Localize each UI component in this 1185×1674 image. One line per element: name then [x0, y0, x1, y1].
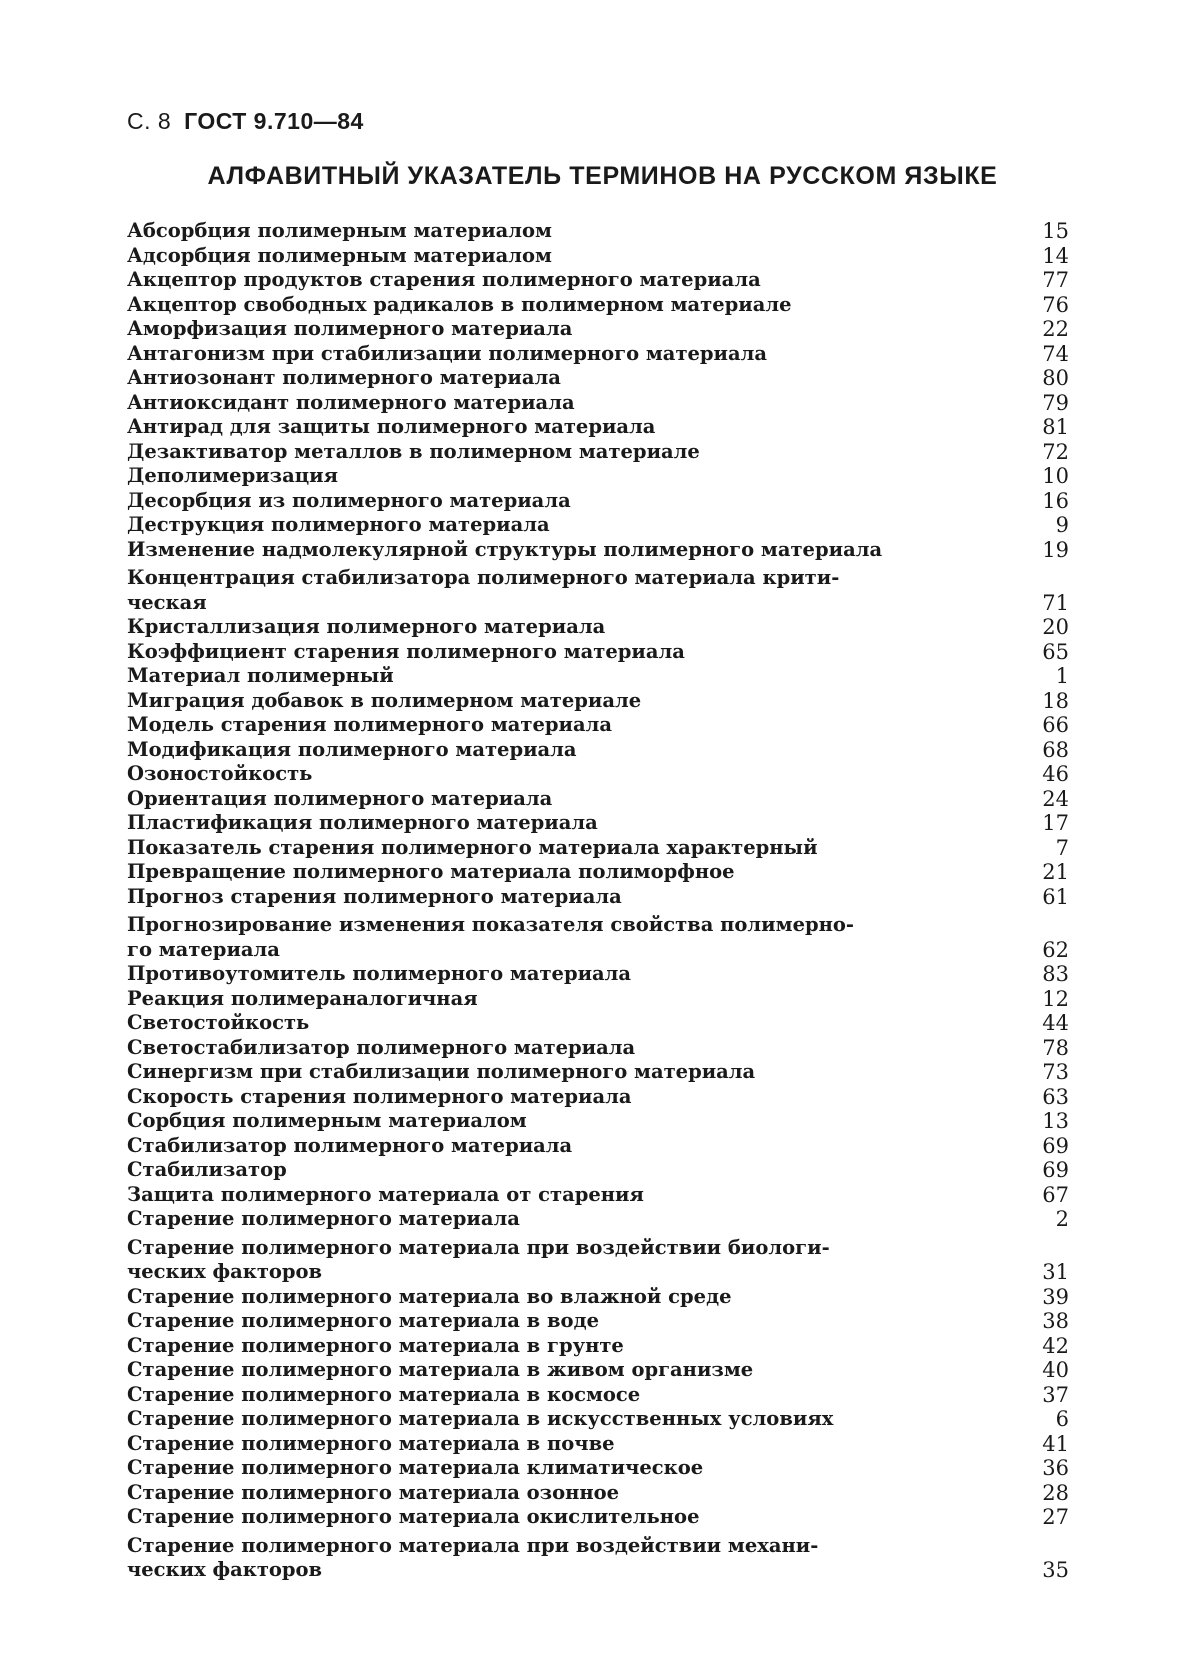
index-term: Стабилизатор полимерного материала — [127, 1133, 573, 1157]
index-term: Модель старения полимерного материала — [127, 713, 613, 736]
index-number: 36 — [1042, 1456, 1069, 1480]
index-term: Скорость старения полимерного материала — [127, 1084, 632, 1108]
index-term-continuation: го материала — [127, 937, 280, 961]
index-number: 22 — [1042, 317, 1069, 341]
index-entry — [127, 885, 1069, 910]
index-number: 76 — [1042, 292, 1069, 317]
index-entry — [127, 391, 1069, 416]
index-term: Синергизм при стабилизации полимерного материала — [127, 1060, 756, 1083]
index-entry — [127, 1207, 1069, 1232]
index-entry — [127, 1236, 1069, 1285]
index-entry — [127, 464, 1069, 489]
index-entry — [127, 1158, 1069, 1183]
index-number: 28 — [1042, 1480, 1069, 1505]
index-term-continuation: ческих факторов — [127, 1260, 323, 1283]
index-number: 9 — [1055, 513, 1069, 537]
index-term: Деструкция полимерного материала — [127, 513, 550, 536]
index-number: 1 — [1055, 664, 1069, 688]
term-index-list — [127, 219, 1069, 1583]
index-entry — [127, 1358, 1069, 1383]
index-entry — [127, 987, 1069, 1012]
index-term: Старение полимерного материала озонное — [127, 1480, 620, 1504]
index-term: Старение полимерного материала в грунте — [127, 1333, 624, 1357]
index-entry — [127, 440, 1069, 465]
index-number: 27 — [1042, 1505, 1069, 1529]
index-entry — [127, 689, 1069, 714]
index-number: 21 — [1042, 860, 1069, 884]
index-number: 78 — [1042, 1035, 1069, 1060]
index-number: 6 — [1055, 1407, 1069, 1431]
page-title: АЛФАВИТНЫЙ УКАЗАТЕЛЬ ТЕРМИНОВ НА РУССКОМ ЯЗЫКЕ — [207, 162, 998, 190]
index-number: 77 — [1042, 268, 1069, 292]
index-number: 69 — [1042, 1133, 1069, 1158]
index-term: Адсорбция полимерным материалом — [127, 243, 552, 267]
index-term: Абсорбция полимерным материалом — [127, 219, 552, 242]
index-term: Антирад для защиты полимерного материала — [127, 415, 656, 438]
index-term: Старение полимерного материала — [127, 1207, 520, 1230]
index-term: Защита полимерного материала от старения — [127, 1182, 644, 1206]
index-number: 63 — [1042, 1084, 1069, 1109]
index-term: Старение полимерного материала при воздействии биологи- — [127, 1235, 830, 1259]
index-term: Антиоксидант полимерного материала — [127, 390, 575, 414]
index-number: 83 — [1042, 962, 1069, 986]
index-entry — [127, 219, 1069, 244]
index-number: 12 — [1042, 986, 1069, 1011]
index-entry — [127, 513, 1069, 538]
index-number: 69 — [1042, 1158, 1069, 1182]
index-term: Миграция добавок в полимерном материале — [127, 688, 642, 712]
index-term: Светостабилизатор полимерного материала — [127, 1035, 636, 1059]
index-entry — [127, 640, 1069, 665]
index-entry — [127, 268, 1069, 293]
index-term: Светостойкость — [127, 1011, 310, 1034]
index-term: Дезактиватор металлов в полимерном материале — [127, 439, 700, 463]
index-entry — [127, 836, 1069, 861]
index-entry — [127, 787, 1069, 812]
index-number: 10 — [1042, 464, 1069, 488]
index-term: Старение полимерного материала в почве — [127, 1431, 615, 1455]
index-term: Деполимеризация — [127, 464, 339, 487]
index-entry — [127, 489, 1069, 514]
index-term: Антагонизм при стабилизации полимерного материала — [127, 341, 768, 365]
index-term: Реакция полимераналогичная — [127, 986, 478, 1010]
index-term: Десорбция из полимерного материала — [127, 488, 571, 512]
index-number: 38 — [1042, 1309, 1069, 1333]
index-number: 40 — [1042, 1358, 1069, 1382]
index-term: Противоутомитель полимерного материала — [127, 962, 632, 985]
index-entry — [127, 962, 1069, 987]
index-number: 81 — [1042, 415, 1069, 439]
index-number: 74 — [1042, 341, 1069, 366]
index-term: Пластификация полимерного материала — [127, 811, 598, 834]
index-entry — [127, 538, 1069, 563]
index-entry — [127, 713, 1069, 738]
index-term: Прогноз старения полимерного материала — [127, 884, 622, 908]
index-entry — [127, 244, 1069, 269]
index-entry — [127, 1481, 1069, 1506]
index-number: 65 — [1042, 639, 1069, 664]
index-entry — [127, 415, 1069, 440]
index-term: Превращение полимерного материала полиморфное — [127, 860, 735, 883]
index-entry — [127, 1060, 1069, 1085]
index-term: Стабилизатор — [127, 1158, 287, 1181]
index-number: 7 — [1055, 835, 1069, 860]
index-term: Старение полимерного материала в искусственных условиях — [127, 1407, 834, 1430]
index-entry — [127, 1285, 1069, 1310]
index-term: Старение полимерного материала климатическое — [127, 1456, 704, 1479]
index-number: 13 — [1042, 1109, 1069, 1133]
index-number: 18 — [1042, 688, 1069, 713]
index-term: Старение полимерного материала во влажной среде — [127, 1284, 732, 1308]
index-number: 67 — [1042, 1182, 1069, 1207]
index-entry — [127, 1407, 1069, 1432]
index-entry — [127, 1036, 1069, 1061]
index-term: Аморфизация полимерного материала — [127, 317, 573, 340]
index-term: Старение полимерного материала окислительное — [127, 1505, 700, 1528]
index-term: Коэффициент старения полимерного материала — [127, 639, 685, 663]
index-term-continuation: ческая — [127, 590, 207, 614]
index-entry — [127, 913, 1069, 962]
index-entry — [127, 1309, 1069, 1334]
index-number: 46 — [1042, 762, 1069, 786]
index-entry — [127, 811, 1069, 836]
index-number: 42 — [1042, 1333, 1069, 1358]
index-term: Сорбция полимерным материалом — [127, 1109, 527, 1132]
index-term: Модификация полимерного материала — [127, 737, 577, 761]
index-entry — [127, 566, 1069, 615]
index-entry — [127, 664, 1069, 689]
page-number: С. 8 — [127, 108, 172, 134]
index-term-continuation: ческих факторов — [127, 1558, 323, 1581]
index-number: 73 — [1042, 1060, 1069, 1084]
index-entry — [127, 317, 1069, 342]
index-term: Старение полимерного материала в живом организме — [127, 1358, 754, 1381]
index-number: 66 — [1042, 713, 1069, 737]
index-term: Старение полимерного материала в космосе — [127, 1382, 641, 1406]
index-entry — [127, 1109, 1069, 1134]
index-number: 17 — [1042, 811, 1069, 835]
index-entry — [127, 615, 1069, 640]
index-entry — [127, 1183, 1069, 1208]
index-number: 35 — [1042, 1558, 1069, 1582]
index-number: 44 — [1042, 1011, 1069, 1035]
index-entry — [127, 738, 1069, 763]
index-entry — [127, 1383, 1069, 1408]
index-term: Показатель старения полимерного материала характерный — [127, 835, 818, 859]
index-entry — [127, 342, 1069, 367]
index-entry — [127, 1085, 1069, 1110]
index-term: Материал полимерный — [127, 664, 394, 687]
index-number: 71 — [1042, 590, 1069, 615]
index-term: Концентрация стабилизатора полимерного материала крити- — [127, 566, 840, 589]
index-number: 80 — [1042, 366, 1069, 390]
index-number: 79 — [1042, 390, 1069, 415]
page-header — [127, 108, 364, 135]
index-entry — [127, 293, 1069, 318]
index-number: 31 — [1042, 1260, 1069, 1284]
index-number: 2 — [1055, 1207, 1069, 1231]
index-number: 68 — [1042, 737, 1069, 762]
index-entry — [127, 1534, 1069, 1583]
index-entry — [127, 1456, 1069, 1481]
index-number: 41 — [1042, 1431, 1069, 1456]
index-term: Антиозонант полимерного материала — [127, 366, 561, 389]
index-entry — [127, 1334, 1069, 1359]
index-number: 62 — [1042, 937, 1069, 962]
index-term: Старение полимерного материала в воде — [127, 1309, 599, 1332]
index-term: Озоностойкость — [127, 762, 313, 785]
standard-number: ГОСТ 9.710—84 — [184, 108, 364, 134]
index-entry — [127, 366, 1069, 391]
index-entry — [127, 762, 1069, 787]
index-number: 19 — [1042, 537, 1069, 562]
index-term: Акцептор продуктов старения полимерного материала — [127, 268, 761, 291]
index-term: Акцептор свободных радикалов в полимерном материале — [127, 292, 792, 316]
index-term: Кристаллизация полимерного материала — [127, 615, 606, 638]
index-number: 14 — [1042, 243, 1069, 268]
index-number: 61 — [1042, 884, 1069, 909]
index-number: 39 — [1042, 1284, 1069, 1309]
index-entry — [127, 1432, 1069, 1457]
index-entry — [127, 1505, 1069, 1530]
index-entry — [127, 1134, 1069, 1159]
index-term: Старение полимерного материала при воздействии механи- — [127, 1533, 819, 1557]
index-number: 16 — [1042, 488, 1069, 513]
index-term: Ориентация полимерного материала — [127, 786, 553, 810]
index-number: 72 — [1042, 439, 1069, 464]
index-term: Прогнозирование изменения показателя свойства полимерно- — [127, 913, 854, 936]
index-entry — [127, 1011, 1069, 1036]
index-number: 24 — [1042, 786, 1069, 811]
index-number: 37 — [1042, 1382, 1069, 1407]
index-entry — [127, 860, 1069, 885]
index-number: 15 — [1042, 219, 1069, 243]
index-term: Изменение надмолекулярной структуры полимерного материала — [127, 537, 883, 561]
index-number: 20 — [1042, 615, 1069, 639]
